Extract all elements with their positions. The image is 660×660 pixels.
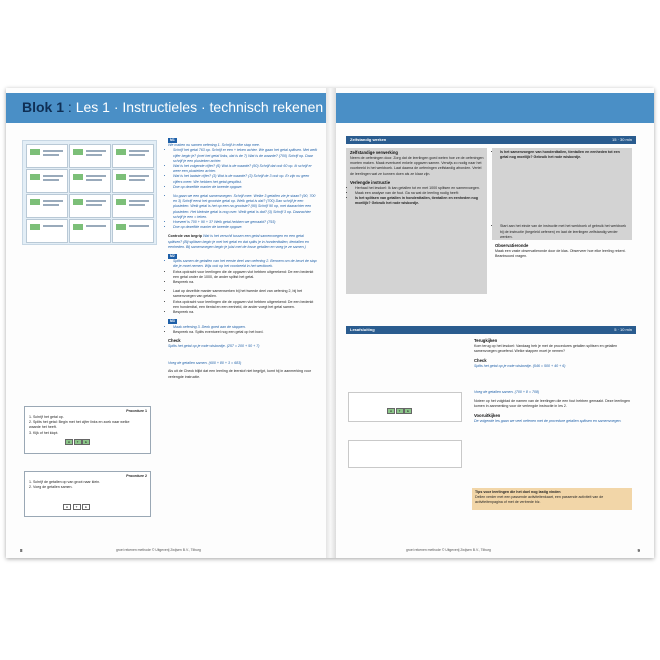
- title-separator: :: [64, 99, 76, 115]
- procedure-box-2: [24, 471, 151, 517]
- m1-step2: • Doe op dezelfde manier de tweede opgave.: [173, 225, 318, 230]
- zelf-text: Neem de oefeningen door. Zorg dat de leerlingen goed weten hoe ze de oefeningen moeten maken. Maak eventueel enkele opgaven samen. Verwijs zo nodig naar het voorbeeld in het werkboek. Laat daarna de oefeningen zelfstandig afronden. Vertel de leerlingen wat ze kunnen doen als ze klaar zijn.: [350, 156, 484, 176]
- vooruit-title: Vooruitkijken: [474, 413, 501, 419]
- zelfstandig-bar-title: Zelfstandig werken: [350, 137, 387, 142]
- m3-step: • Bespreek na. Splits eventueel nog een getal op het bord.: [173, 330, 318, 335]
- verlengde-item: • Herhaal het lesdoel: Ik kan getallen tot en met 1000 splitsen en samenvoegen.: [355, 186, 484, 191]
- hte-cells-2: [63, 504, 91, 510]
- workbook-thumb: [26, 194, 68, 218]
- page-gutter: [326, 88, 336, 558]
- check-text-3: Als uit de Check blijkt dat een leerling de leerstof niet begrijpt, komt hij in aanmerking voor verlengde instructie.: [168, 369, 312, 379]
- workbook-thumbnail-grid: [22, 140, 157, 245]
- hte-cell: E: [82, 439, 90, 445]
- procedure-1-line: 2. Splits het getal: Begin met het cijfer links en zoek naar welke waarde het heeft.: [29, 420, 130, 430]
- m2-step2: • Laat op dezelfde manier samenwerken bij het tweede deel van oefening 2, bij het samenvoegen van getallen.: [173, 289, 318, 299]
- title-dash-2: ·: [197, 99, 210, 115]
- check-title-right: Check: [474, 358, 487, 364]
- m1-step: • Wat is het laatste cijfer? (3) Wat is de waarde? (3) Schrijf de 3 ook op. Er zijn nu geen cijfers meer. We hebben het getal gesplitst.: [173, 174, 318, 184]
- controle-title: Controle van begrip: [168, 234, 202, 239]
- hte-cells: [65, 439, 91, 445]
- tips-title: Tips voor leerlingen die het doel nog lastig vinden: [475, 490, 561, 494]
- m2-step2: • Bespreek na.: [173, 310, 318, 315]
- section-label: Instructieles: [122, 99, 198, 115]
- right-column-item: • Is het samenvoegen van honderdtallen, tientallen en eenheden tot een getal nog moeilijk? Gebruik het rode wisbordje.: [500, 150, 629, 160]
- procedure-1-line: 3. Kijk of het klopt.: [29, 430, 59, 435]
- right-footer: groei rekenen methode © Uitgeverij Zwijsen B.V., Tilburg: [406, 548, 491, 552]
- zelfstandig-content: [350, 150, 484, 207]
- topic-label: technisch rekenen: [209, 99, 324, 115]
- title-dash: ·: [109, 99, 123, 115]
- zelf-title: Zelfstandige verwerking: [350, 150, 398, 155]
- zelfstandig-bar-time: 15 · 30 min: [611, 137, 632, 142]
- procedure-2-title: Procedure 2: [126, 474, 147, 478]
- m2-step: • Splits samen de getallen van het eerste deel van oefening 2. Benoem om de beurt de stap die je moet nemen. Wijs ook op het voorbeeld in het werkboek.: [173, 259, 318, 269]
- m2-step: • Bespreek na.: [173, 280, 318, 285]
- workbook-thumb: [112, 219, 154, 243]
- lesson-label: Les 1: [75, 99, 110, 115]
- m1-tag: M1: [170, 138, 175, 142]
- m1-step: • Doe op dezelfde manier de tweede opgave.: [173, 185, 318, 190]
- check-text-right: Splits het getal op je rode wisbordje. (546 = 500 + 40 + 6): [474, 364, 566, 369]
- hte-cell: T: [73, 504, 81, 510]
- tips-text: Dellen verder met een passende activiteitenkaart, een passende activiteit van de activiteitenpagina of met de verbrede blz.: [475, 495, 604, 505]
- m2-step: • Extra opdracht voor leerlingen die de opgaven vlot hebben uitgerekend: De een bedenkt een getal onder de 1000, de ander splitst het getal.: [173, 270, 318, 280]
- terug-text: Kom terug op het lesdoel: Vandaag heb je met de procedures getallen splitsen en getallen samenvoegen geoefend. Welke stappen moet je nemen?: [474, 344, 618, 354]
- blok-label: Blok 1: [22, 99, 65, 115]
- procedure-2-line: 2. Voeg de getallen samen.: [29, 485, 73, 490]
- procedure-2-line: 1. Schrijf de getallen op van groot naar klein.: [29, 480, 101, 484]
- workbook-thumb: [112, 194, 154, 218]
- m3-step: • Maak oefening 3. Denk goed aan de stappen.: [173, 325, 318, 330]
- procedure-1-line: 1. Schrijf het getal op.: [29, 415, 64, 419]
- m2-tag: M2: [170, 254, 175, 259]
- workbook-thumb: [69, 169, 111, 193]
- page-number-right: 9: [637, 548, 640, 553]
- m1-intro: We maken nu samen oefening 1. Schrijf in elke stap mee.: [168, 143, 260, 148]
- m1-step2: • Nu gaan we een getal samenvoegen. Schrijf mee. Welke 3 getallen zie je staan? (90, 700 en 3) Schrijf eerst het grootste getal op. Welk getal is dat? (700) Dan schrijf je een plusteken. Welk getal is het op een na grootste? (90) Schrijf 90 op, met daarachter een plusteken. Het kleinste getal is nog over. Welk getal is dat? (3) Schrijf 3 op. Daarachter schrijf je een = teken.: [173, 194, 318, 220]
- workbook-thumb: [26, 219, 68, 243]
- m1-step: • Schrijf het getal 763 op. Schrijf er een + teken achter. We gaan het getal splitsen. Met welk cijfer begin je? (met het getal links, dat is de 7) Wat is de waarde? (700) Schrijf op. Daar schrijf je een plusteken achter.: [173, 148, 318, 164]
- right-column-item: • Start aan het einde van de instructie met het werkboek of gebruik het werkboek bij de instructie (begeleid oefenen) en laat de leerlingen zelfstandig verder werken.: [500, 224, 629, 240]
- m3-tag: M3: [170, 319, 175, 324]
- zelfstandig-bar: [346, 136, 636, 144]
- terug-title: Terugkijken: [474, 338, 498, 343]
- page-number-left: 8: [20, 548, 23, 553]
- vooruit-text: De volgende les gaan we veel oefenen met de procedure getallen splitsen en samenvoegen.: [474, 419, 622, 424]
- wisbordje-card-2: [348, 440, 462, 468]
- procedure-box-1: [24, 406, 151, 454]
- tips-box: [472, 488, 632, 510]
- workbook-thumb: [69, 194, 111, 218]
- left-footer: groei rekenen methode © Uitgeverij Zwijsen B.V., Tilburg: [116, 548, 201, 552]
- hte-cell: E: [404, 408, 412, 414]
- verlengde-title: Verlengde instructie: [350, 179, 391, 185]
- hte-cell: T: [74, 439, 82, 445]
- wisbordje-cells: [387, 399, 413, 417]
- hte-cell: T: [396, 408, 404, 414]
- lesafsluiting-bar-time: 5 · 10 min: [614, 327, 632, 332]
- book-spread: [6, 88, 654, 558]
- lesafsluiting-content: [474, 338, 632, 424]
- m1-instructions: [168, 138, 318, 380]
- m2-step2: • Extra opdracht voor leerlingen die de opgaven vlot hebben uitgerekend: De een bedenkt een honderdtal, een tiental en een eenheid, de ander voegt het getal samen.: [173, 300, 318, 310]
- lesson-title: [22, 99, 323, 115]
- workbook-thumb: [26, 144, 68, 168]
- workbook-thumb: [26, 169, 68, 193]
- observatie-title: Observatieronde: [495, 243, 529, 249]
- hte-cell: H: [63, 504, 71, 510]
- check-title: Check: [168, 337, 181, 343]
- m1-step: • Wat is het volgende cijfer? (6) Wat is de waarde? (60) Schrijf dat ook 60 op. Ik schrijf er weer een plusteken achter.: [173, 164, 318, 174]
- lesafsluiting-bar-title: Lesafsluiting: [350, 327, 375, 332]
- hte-cell: E: [82, 504, 90, 510]
- verlengde-item: • Maak een analyse van de fout. Ga na wat de leerling nodig heeft:: [355, 191, 484, 196]
- check-text: Splits het getal op je rode wisbordje. (257 = 200 + 50 + 7): [168, 343, 260, 348]
- check-text-right-3: Noteer op het volgblad de namen van de leerlingen die een fout hebben gemaakt. Deze leerlingen komen in aanmerking voor de verlengde instructie in les 2.: [474, 398, 631, 409]
- right-column-content: [495, 150, 629, 259]
- hte-cell: H: [65, 439, 73, 445]
- verlengde-item: • Is het splitsen van getallen in honderdtallen, tientallen en eenheden nog moeilijk? Gebruik het rode wisbordje.: [355, 196, 484, 206]
- check-text-2: Voeg de getallen samen. (600 + 80 + 3 = 683): [168, 361, 242, 366]
- workbook-thumb: [69, 219, 111, 243]
- procedure-1-title: Procedure 1: [126, 409, 147, 413]
- observatie-text: Maak een vaste observatieronde door de klas. Observeer hoe elke leerling rekent. Beantwoord vragen.: [495, 249, 626, 259]
- hte-cell: H: [387, 408, 395, 414]
- workbook-thumb: [112, 144, 154, 168]
- wisbordje-card: [348, 392, 462, 422]
- workbook-thumb: [69, 144, 111, 168]
- lesafsluiting-bar: [346, 326, 636, 334]
- workbook-thumb: [112, 169, 154, 193]
- controle-text: Wat is het verschil tussen een getal samenvoegen en een getal splitsen? (Bij splitsen begin je met het getal en dat splits je in honderdtallen, tientallen en eenheden. Bij samenvoegen begin je juist met de losse getallen en voeg je ze samen.): [168, 234, 309, 249]
- check-text-right-2: Voeg de getallen samen. (700 + 8 = 708): [474, 389, 540, 394]
- m1-step2: • Hoeveel is 700 + 90 + 3? Welk getal hebben we gemaakt? (793): [173, 220, 318, 225]
